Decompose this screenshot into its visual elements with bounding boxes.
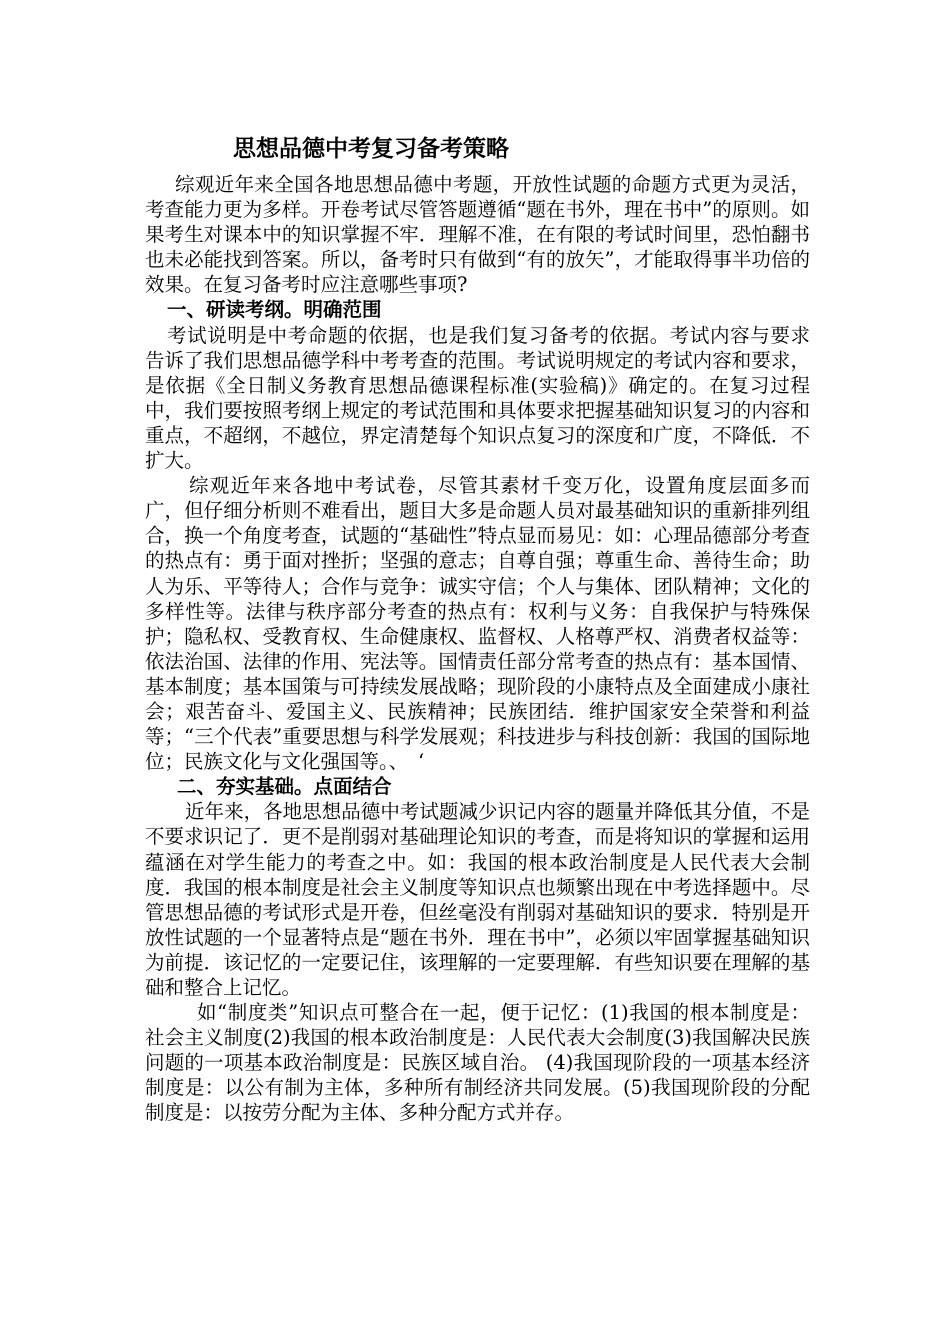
section-2-heading: 二、夯实基础。点面结合: [177, 775, 392, 799]
section-2-paragraph-1: 近年来，各地思想品德中考试题减少识记内容的题量并降低其分值，不是不要求识记了．更不是削弱对基础理论知识的考查，而是将知识的掌握和运用蕴涵在对学生能力的考查之中。如：我国的根本政治制度是人民代表大会制度．我国的根本制度是社会主义制度等知识点也频繁出现在中考选择题中。尽管思想品德的考试形式是开卷，但丝毫没有削弱对基础知识的要求．特别是开放性试题的一个显著特点是“题在书外．理在书中”，必须以牢固掌握基础知识为前提．该记忆的一定要记住，该理解的一定要理解．有些知识要在理解的基础和整合上记忆。: [145, 800, 810, 999]
document-page: [145, 130, 810, 1126]
document-title: 思想品德中考复习备考策略: [233, 135, 509, 162]
section-1-paragraph-1: 考试说明是中考命题的依据，也是我们复习备考的依据。考试内容与要求告诉了我们思想品德学科中考考查的范围。考试说明规定的考试内容和要求，是依据《全日制义务教育思想品德课程标准(实验稿)》确定的。在复习过程中，我们要按照考纲上规定的考试范围和具体要求把握基础知识复习的内容和重点，不超纲，不越位，界定清楚每个知识点复习的深度和广度，不降低．不扩大。: [145, 323, 810, 473]
section-1-paragraph-2: 综观近年来各地中考试卷，尽管其素材千变万化，设置角度层面多而广，但仔细分析则不难看出，题目大多是命题人员对最基础知识的重新排列组合，换一个角度考查，试题的“基础性”特点显而易见：如：心理品德部分考查的热点有：勇于面对挫折；坚强的意志；自尊自强；尊重生命、善待生命；助人为乐、平等待人；合作与竞争：诚实守信；个人与集体、团队精神；文化的多样性等。法律与秩序部分考查的热点有：权利与义务：自我保护与特殊保护；隐私权、受教育权、生命健康权、监督权、人格尊严权、消费者权益等：依法治国、法律的作用、宪法等。国情责任部分常考查的热点有：基本国情、基本制度；基本国策与可持续发展战略；现阶段的小康特点及全面建成小康社会；艰苦奋斗、爱国主义、民族精神；民族团结．维护国家安全荣誉和利益等；“三个代表”重要思想与科学发展观；科技进步与科技创新：我国的国际地位；民族文化与文化强国等。、 ‘: [145, 474, 810, 774]
section-1-heading: 一、研读考纲。明确范围: [167, 298, 382, 322]
section-2-paragraph-2: 如“制度类”知识点可整合在一起，便于记忆：(1)我国的根本制度是：社会主义制度(2)我国的根本政治制度是：人民代表大会制度(3)我国解决民族问题的一项基本政治制度是：民族区域自治。 (4)我国现阶段的一项基本经济制度是：以公有制为主体，多种所有制经济共同发展。(5)我国现阶段的分配制度是：以按劳分配为主体、多种分配方式并存。: [145, 1001, 810, 1125]
intro-paragraph: 综观近年来全国各地思想品德中考题，开放性试题的命题方式更为灵活，考查能力更为多样。开卷考试尽管答题遵循“题在书外，理在书中”的原则。如果考生对课本中的知识掌握不牢．理解不准，在有限的考试时间里，恐怕翻书也未必能找到答案。所以，备考时只有做到“有的放矢”，才能取得事半功倍的效果。在复习备考时应注意哪些事项?: [145, 173, 810, 297]
